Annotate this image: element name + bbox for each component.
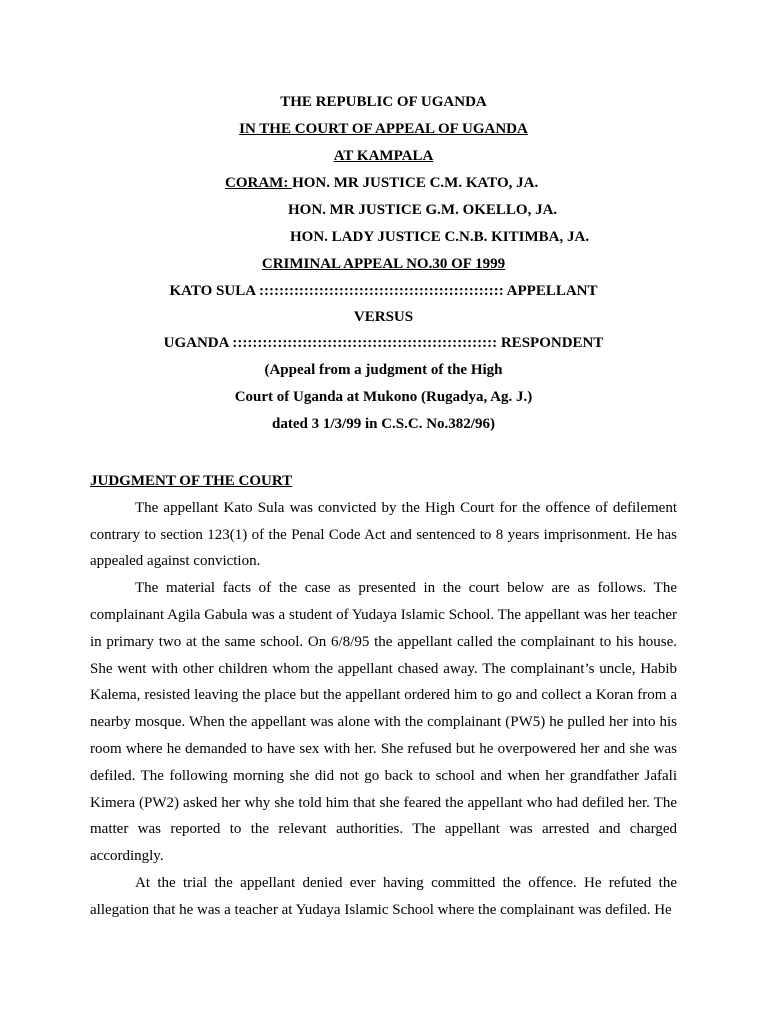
judge-3: HON. LADY JUSTICE C.N.B. KITIMBA, JA. [290,229,590,245]
judge-1: HON. MR JUSTICE C.M. KATO, JA. [292,175,539,191]
versus-line: VERSUS [353,309,414,325]
document-page [90,0,677,1024]
republic-heading: THE REPUBLIC OF UGANDA [280,94,487,110]
judgment-paragraph-1: The appellant Kato Sula was convicted by the High Court for the offence of defilement contrary to section 123(1) of the Penal Code Act and sentenced to 8 years imprisonment. He has appealed against conviction. [90,499,677,570]
appeal-from-line-3: dated 3 1/3/99 in C.S.C. No.382/96) [272,416,495,432]
appellant-line: KATO SULA ::::::::::::::::::::::::::::::::::::::::::::::::: APPELLANT [169,283,598,299]
coram-label: CORAM: [225,175,293,191]
appeal-number-heading [90,255,677,273]
court-heading [90,120,677,138]
judgment-paragraph-2: The material facts of the case as presented in the court below are as follows. The complainant Agila Gabula was a student of Yudaya Islamic School. The appellant was her teacher in primary two at the same school. On 6/8/95 the appellant called the complainant to his house. She went with other children whom the appellant chased away. The complainant’s uncle, Habib Kalema, resisted leaving the place but the appellant ordered him to go and collect a Koran from a nearby mosque. When the appellant was alone with the complainant (PW5) he pulled her into his room where he demanded to have sex with her. She refused but he overpowered her and she was defiled. The following morning she did not go back to school and when her grandfather Jafali Kimera (PW2) asked her why she told him that she feared the appellant who had defiled her. The matter was reported to the relevant authorities. The appellant was arrested and charged accordingly. [90,580,677,865]
coram-line [225,174,538,192]
judgment-body [90,468,677,924]
appeal-number-text: CRIMINAL APPEAL NO.30 OF 1999 [261,256,506,272]
judgment-title: JUDGMENT OF THE COURT [90,473,293,489]
location-heading [90,147,677,165]
judge-2: HON. MR JUSTICE G.M. OKELLO, JA. [288,202,558,218]
appeal-from-line-2: Court of Uganda at Mukono (Rugadya, Ag. J.) [234,389,533,405]
judgment-paragraph-3: At the trial the appellant denied ever having committed the offence. He refuted the allegation that he was a teacher at Yudaya Islamic School where the complainant was defiled. He [90,874,677,918]
court-heading-text: IN THE COURT OF APPEAL OF UGANDA [239,121,528,137]
appeal-from-line-1: (Appeal from a judgment of the High [264,362,503,378]
location-heading-text: AT KAMPALA [333,148,434,164]
respondent-line: UGANDA ::::::::::::::::::::::::::::::::::::::::::::::::::::: RESPONDENT [163,335,604,351]
